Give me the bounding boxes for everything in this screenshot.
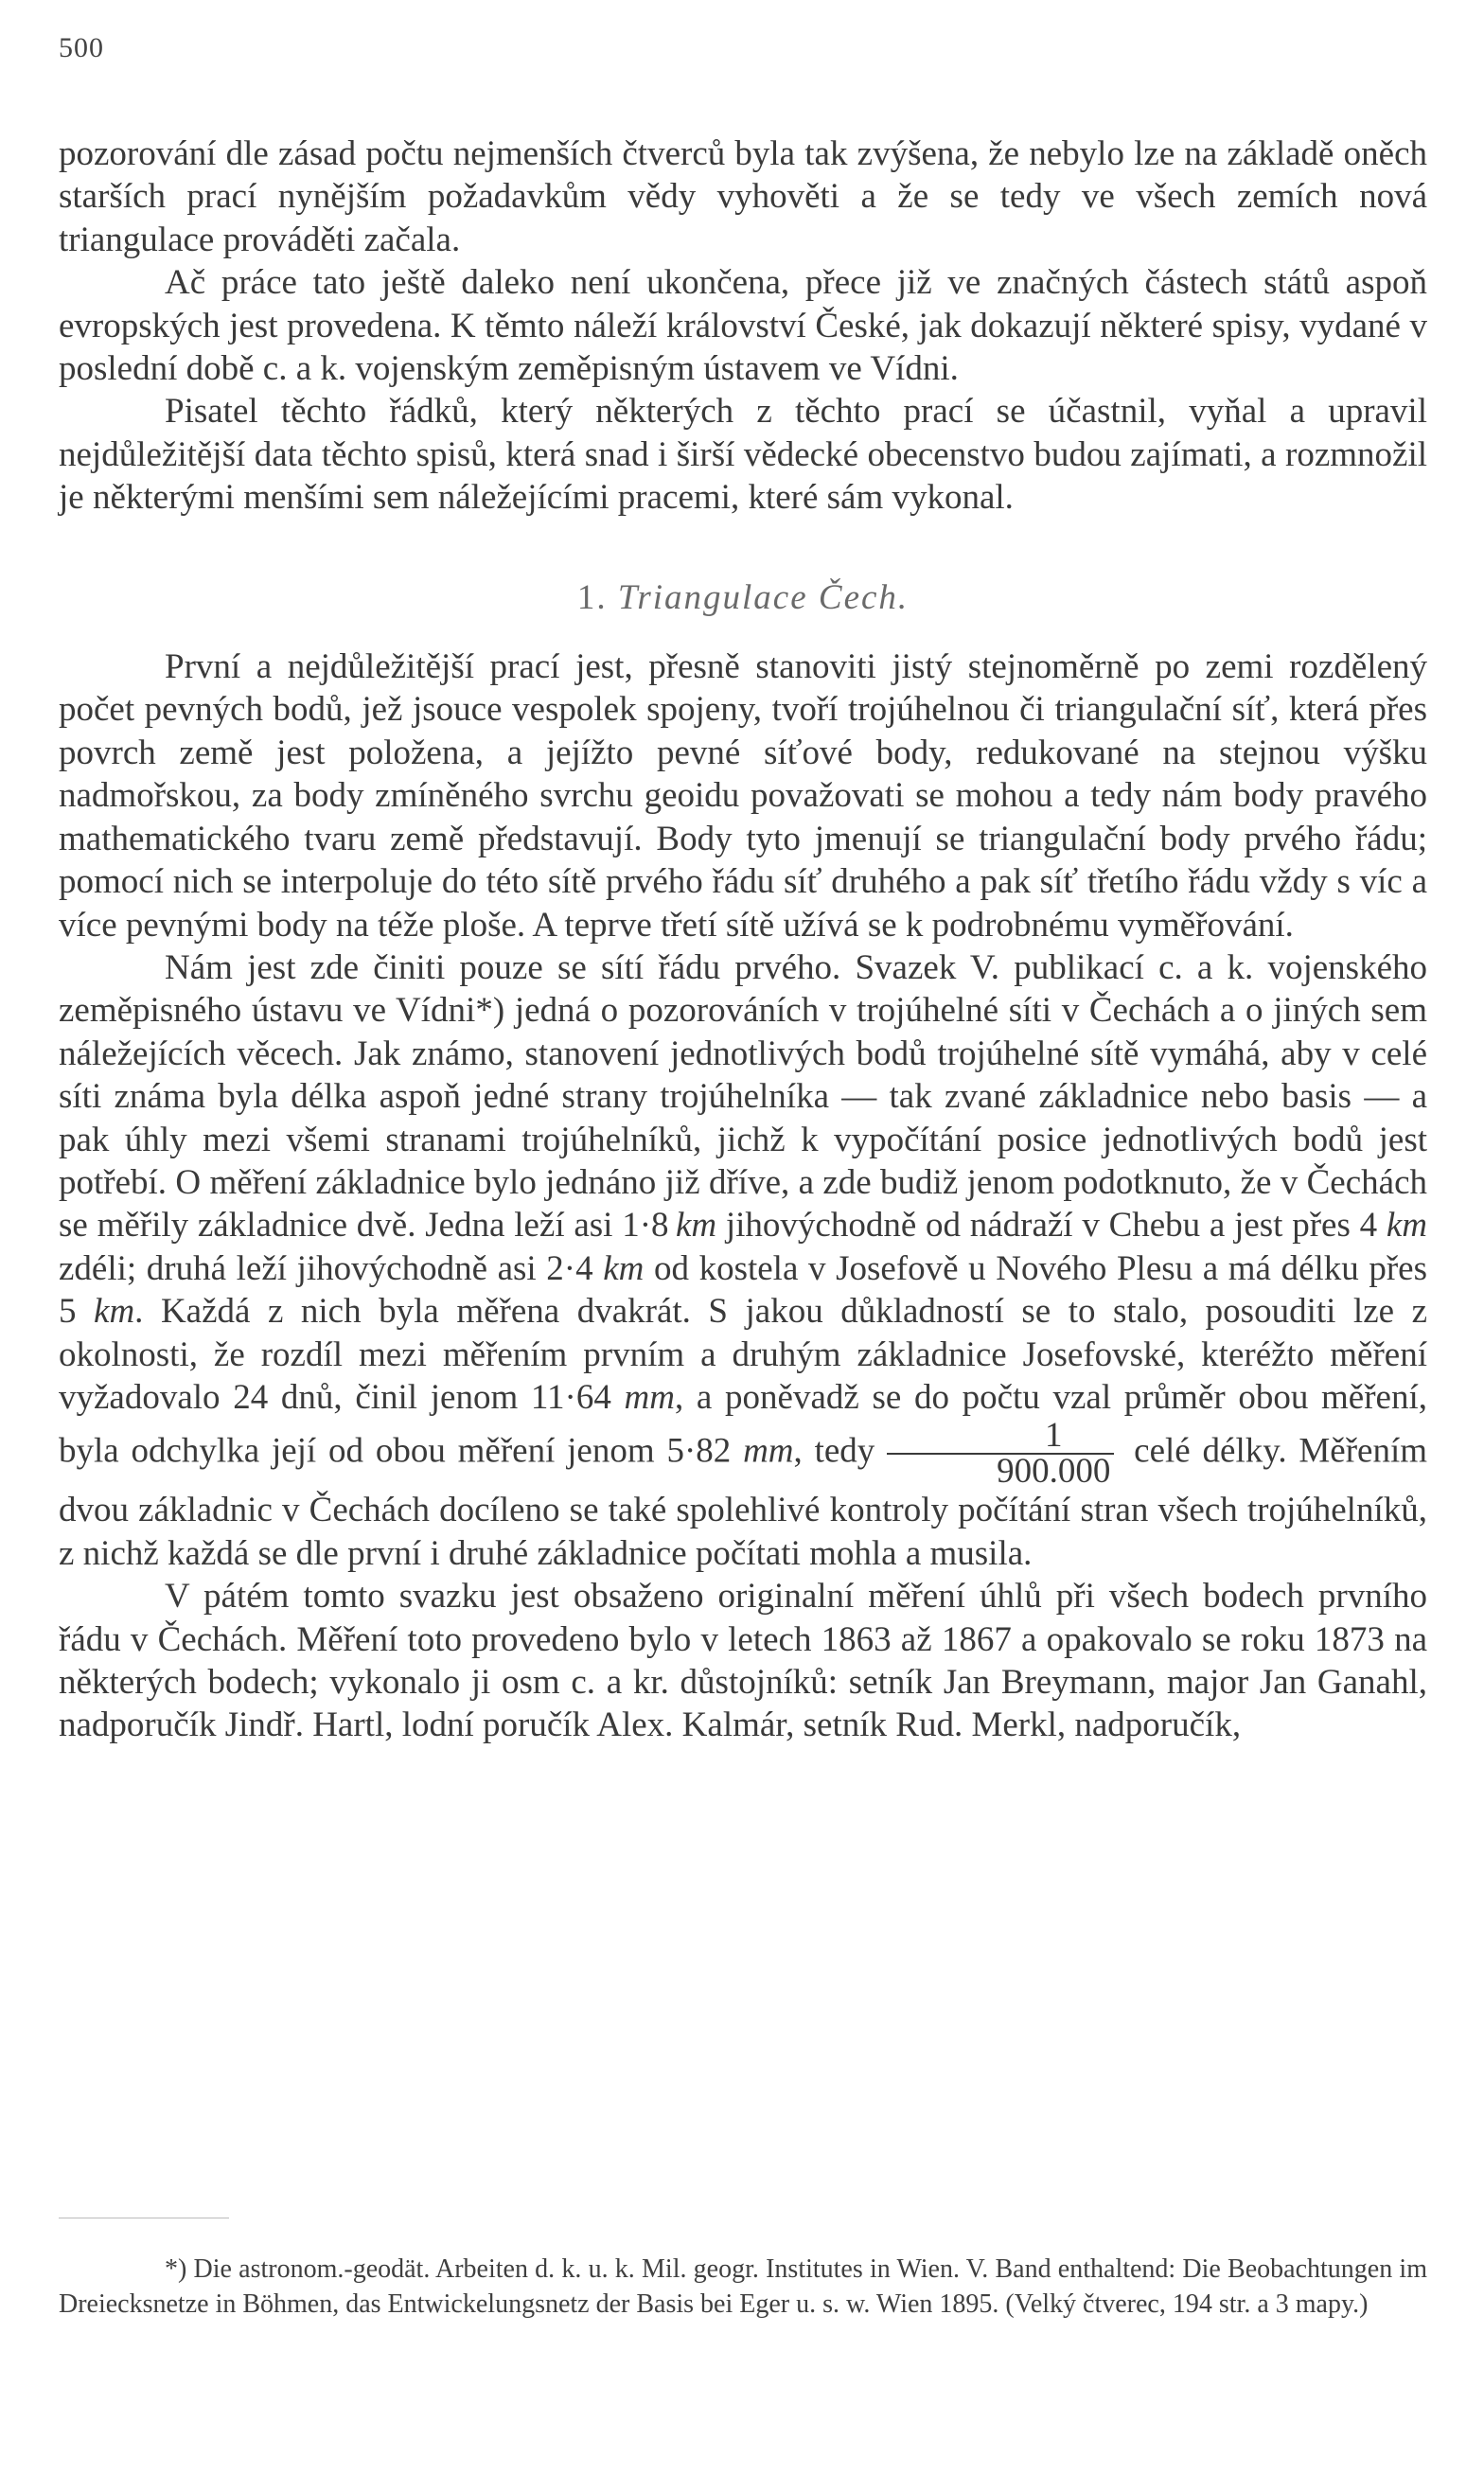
fraction-denominator: 900.000 [887,1453,1114,1489]
paragraph: První a nejdůležitější prací jest, přesně stanoviti jistý stejnoměrně po zemi rozdělený počet pevných bodů, jež jsouce vespolek spojeny, tvoří trojúhelnou či triangulační síť, která přes povrch země jest položena, a jejížto pevné síťové body, redukované na stejnou výšku nadmořskou, za body zmíněného svrchu geoidu považovati se mohou a tedy nám body pravého mathematického tvaru země představují. Body tyto jmenují se triangulační body prvého řádu; pomocí nich se interpoluje do této sítě prvého řádu síť druhého a pak síť třetího řádu vždy s víc a více pevnými body na téže ploše. A teprve třetí sítě užívá se k podrobnému vyměřování. [59,647,1427,945]
unit: km [1386,1206,1427,1246]
fraction [887,1416,1114,1492]
page-number: 500 [59,32,104,63]
paragraph: Ač práce tato ještě daleko není ukončena, přece již ve značných částech států aspoň evropských jest provedena. K těmto náleží království České, jak dokazují některé spisy, vydané v poslední době c. a k. vojenským zeměpisným ústavem ve Vídni. [59,263,1427,389]
unit: km [603,1248,645,1288]
fraction-numerator: 1 [1044,1416,1063,1456]
unit: km [675,1206,717,1246]
paragraph: V pátém tomto svazku jest obsaženo originalní měření úhlů při všech bodech prvního řádu v Čechách. Měření toto provedeno bylo v letech 1863 až 1867 a opakovalo se roku 1873 na některých bodech; vykonalo ji osm c. a kr. důstojníků: setník Jan Breymann, major Jan Ganahl, nadporučík Jindř. Hartl, lodní poručík Alex. Kalmár, setník Rud. Merkl, nadporučík, [59,1577,1427,1745]
paragraph-basis-measurement: Nám jest zde činiti pouze se sítí řádu prvého. Svazek V. publikací c. a k. vojenského zeměpisného ústavu ve Vídni*) jedná o pozorováních v trojúhelné síti v Čechách a o jiných sem náležejících věcech. Jak známo, stanovení jednotlivých bodů trojúhelné sítě vymáhá, aby v celé síti známa byla délka aspoň jedné strany trojúhelníka — tak zvané základnice nebo basis — a pak úhly mezi všemi stranami trojúhelníků, jichž k vypočítání posice jednotlivých bodů jest potřebí. O měření základnice bylo jednáno již dříve, a zde budiž jenom podotknuto, že v Čechách se měřily základnice dvě. Jedna leží asi 1·8 km jihovýchodně od nádraží v Chebu a jest přes 4 km zdéli; druhá leží jihovýchodně asi 2·4 km od kostela v Josefově u Nového Plesu a má délku přes 5 km. Každá z nich byla měřena dvakrát. S jakou důkladností se to stalo, posouditi lze z okolnosti, že rozdíl mezi měřením prvním a druhým základnice Josefovské, kteréžto měření vyžadovalo 24 dnů, činil jenom 11·64 mm, a poněvadž se do počtu vzal průměr obou měření, byla odchylka její od obou měření jenom 5·82 mm, tedy $\frac{1}{900.000}$ celé délky. Měřením dvou základnic v Čechách docíleno se také spolehlivé kontroly počítání stran všech trojúhelníků, z nichž každá se dle první i druhé základnice počítati mohla a musila. [59,947,1427,1573]
unit: km [94,1292,135,1332]
section-number: 1. [576,577,608,617]
section-title: Triangulace Čech. [617,577,910,617]
paragraph: Pisatel těchto řádků, který některých z těchto prací se účastnil, vyňal a upravil nejdůležitější data těchto spisů, která snad i širší vědecké obecenstvo budou zajímati, a rozmnožil je některými menšími sem náležejícími pracemi, které sám vykonal. [59,392,1427,518]
section-heading [59,576,1427,619]
main-text [59,133,1427,1747]
paragraph-continuation: pozorování dle zásad počtu nejmenších čtverců byla tak zvýšena, že nebylo lze na základě oněch starších prací nynějším požadavkům vědy vyhověti a že se tedy ve všech zemích nová triangulace prováděti začala. [59,134,1427,259]
unit: mm [743,1431,794,1471]
footnote-text: *) Die astronom.-geodät. Arbeiten d. k. u. k. Mil. geogr. Institutes in Wien. V. Band enthaltend: Die Beobachtungen im Dreiecksnetze in Böhmen, das Entwickelungsnetz der Basis bei Eger u. s. w. Wien 1895. (Velký čtverec, 194 str. a 3 mapy.) [59,2254,1427,2319]
unit: mm [624,1377,675,1417]
footnote [59,2253,1427,2322]
